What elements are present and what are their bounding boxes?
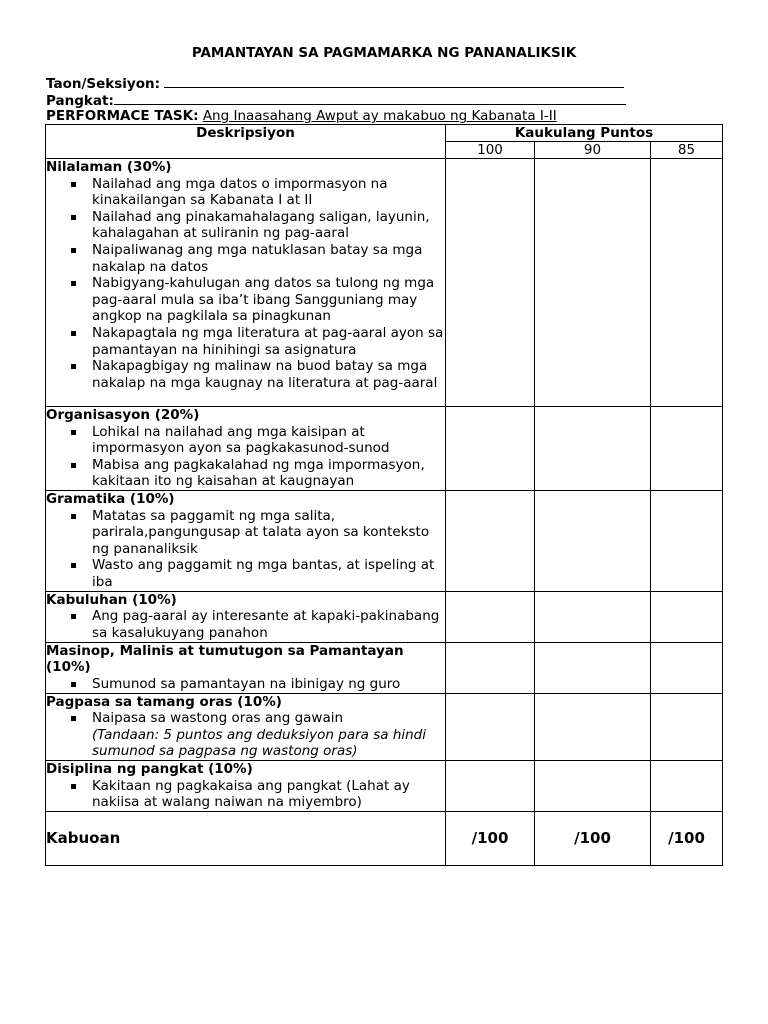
total-label: Kabuoan	[46, 811, 446, 865]
score-cell-85[interactable]	[651, 491, 723, 592]
total-row	[46, 811, 723, 865]
kaukulang-puntos-header: Kaukulang Puntos	[446, 125, 723, 142]
performance-task-label: PERFORMACE TASK:	[46, 108, 199, 124]
deduction-note: (Tandaan: 5 puntos ang deduksiyon para sa hindi sumunod sa pagpasa ng wastong oras)	[92, 726, 426, 760]
criterion-title: Organisasyon (20%)	[46, 407, 200, 423]
criterion-row-masinop	[46, 642, 723, 693]
score-cell-90[interactable]	[535, 642, 651, 693]
score-cell-85[interactable]	[651, 591, 723, 642]
criterion-row-pagpasa	[46, 693, 723, 760]
total-value-85[interactable]: /100	[651, 811, 723, 865]
score-cell-90[interactable]	[535, 159, 651, 407]
taon-seksiyon-line	[46, 75, 624, 92]
criterion-bullet: Nailahad ang mga datos o impormasyon na kinakailangan sa Kabanata I at II	[46, 176, 445, 209]
score-cell-85[interactable]	[651, 760, 723, 811]
score-cell-90[interactable]	[535, 491, 651, 592]
score-cell-85[interactable]	[651, 407, 723, 491]
score-cell-90[interactable]	[535, 693, 651, 760]
score-cell-100[interactable]	[446, 693, 535, 760]
score-cell-85[interactable]	[651, 642, 723, 693]
score-cell-100[interactable]	[446, 491, 535, 592]
criterion-title: Disiplina ng pangkat (10%)	[46, 760, 253, 777]
criterion-row-organisasyon	[46, 407, 723, 491]
points-column-90: 90	[535, 142, 651, 159]
criterion-description	[46, 407, 446, 491]
taon-seksiyon-blank[interactable]	[164, 75, 624, 88]
criterion-bullet: Matatas sa paggamit ng mga salita, parirala,pangungusap at talata ayon sa konteksto ng pananaliksik	[46, 508, 445, 558]
criterion-description	[46, 760, 446, 811]
criterion-title: Kabuluhan (10%)	[46, 591, 177, 608]
criterion-bullet: Wasto ang paggamit ng mga bantas, at ispeling at iba	[46, 557, 445, 590]
criterion-row-disiplina	[46, 760, 723, 811]
criterion-bullet: Ang pag-aaral ay interesante at kapaki-pakinabang sa kasalukuyang panahon	[46, 608, 445, 641]
score-cell-100[interactable]	[446, 159, 535, 407]
score-cell-100[interactable]	[446, 591, 535, 642]
total-value-100[interactable]: /100	[446, 811, 535, 865]
pangkat-blank[interactable]	[114, 92, 626, 105]
criterion-bullet: Nakapagbigay ng malinaw na buod batay sa mga nakalap na mga kaugnay na literatura at pag-aaral	[46, 358, 445, 391]
score-cell-100[interactable]	[446, 760, 535, 811]
criterion-description	[46, 642, 446, 693]
points-column-100: 100	[446, 142, 535, 159]
points-column-85: 85	[651, 142, 723, 159]
criterion-bullet: Sumunod sa pamantayan na ibinigay ng guro	[46, 676, 445, 693]
taon-seksiyon-label: Taon/Seksiyon:	[46, 76, 160, 92]
criterion-row-gramatika	[46, 491, 723, 592]
score-cell-90[interactable]	[535, 760, 651, 811]
score-cell-90[interactable]	[535, 591, 651, 642]
criterion-description	[46, 491, 446, 592]
document-title: PAMANTAYAN SA PAGMAMARKA NG PANANALIKSIK	[191, 45, 577, 61]
criterion-bullet: Naipaliwanag ang mga natuklasan batay sa mga nakalap na datos	[46, 242, 445, 275]
pangkat-label: Pangkat:	[46, 93, 114, 109]
criterion-bullet: Nakapagtala ng mga literatura at pag-aaral ayon sa pamantayan na hinihingi sa asignatura	[46, 325, 445, 358]
score-cell-85[interactable]	[651, 159, 723, 407]
performance-task-line	[46, 108, 557, 124]
criterion-description	[46, 693, 446, 760]
criterion-bullet: Nabigyang-kahulugan ang datos sa tulong ng mga pag-aaral mula sa iba’t ibang Sangguniang may angkop na pagkilala sa pinagkunan	[46, 275, 445, 325]
score-cell-85[interactable]	[651, 693, 723, 760]
criterion-description	[46, 159, 446, 407]
pangkat-line	[46, 92, 626, 109]
criterion-row-nilalaman	[46, 159, 723, 407]
rubric-table	[45, 124, 723, 866]
criterion-bullet-text: Naipasa sa wastong oras ang gawain	[92, 710, 344, 727]
criterion-bullet: Kakitaan ng pagkakaisa ang pangkat (Lahat ay nakiisa at walang naiwan na miyembro)	[46, 778, 445, 811]
criterion-title: Gramatika (10%)	[46, 491, 175, 507]
criterion-title: Pagpasa sa tamang oras (10%)	[46, 693, 282, 710]
total-value-90[interactable]: /100	[535, 811, 651, 865]
performance-task-value: Ang Inaasahang Awput ay makabuo ng Kabanata I-II	[202, 108, 557, 124]
criterion-row-kabuluhan	[46, 591, 723, 642]
criterion-bullet	[46, 710, 445, 760]
score-cell-90[interactable]	[535, 407, 651, 491]
criterion-bullet: Lohikal na nailahad ang mga kaisipan at impormasyon ayon sa pagkakasunod-sunod	[46, 424, 445, 457]
score-cell-100[interactable]	[446, 642, 535, 693]
score-cell-100[interactable]	[446, 407, 535, 491]
criterion-description	[46, 591, 446, 642]
criterion-bullet: Nailahad ang pinakamahalagang saligan, layunin, kahalagahan at suliranin ng pag-aaral	[46, 209, 445, 242]
deskripsiyon-header: Deskripsiyon	[46, 125, 446, 159]
criterion-title: Nilalaman (30%)	[46, 159, 172, 175]
criterion-title: Masinop, Malinis at tumutugon sa Pamantayan (10%)	[46, 642, 404, 676]
criterion-bullet: Mabisa ang pagkakalahad ng mga impormasyon, kakitaan ito ng kaisahan at kaugnayan	[46, 457, 445, 490]
